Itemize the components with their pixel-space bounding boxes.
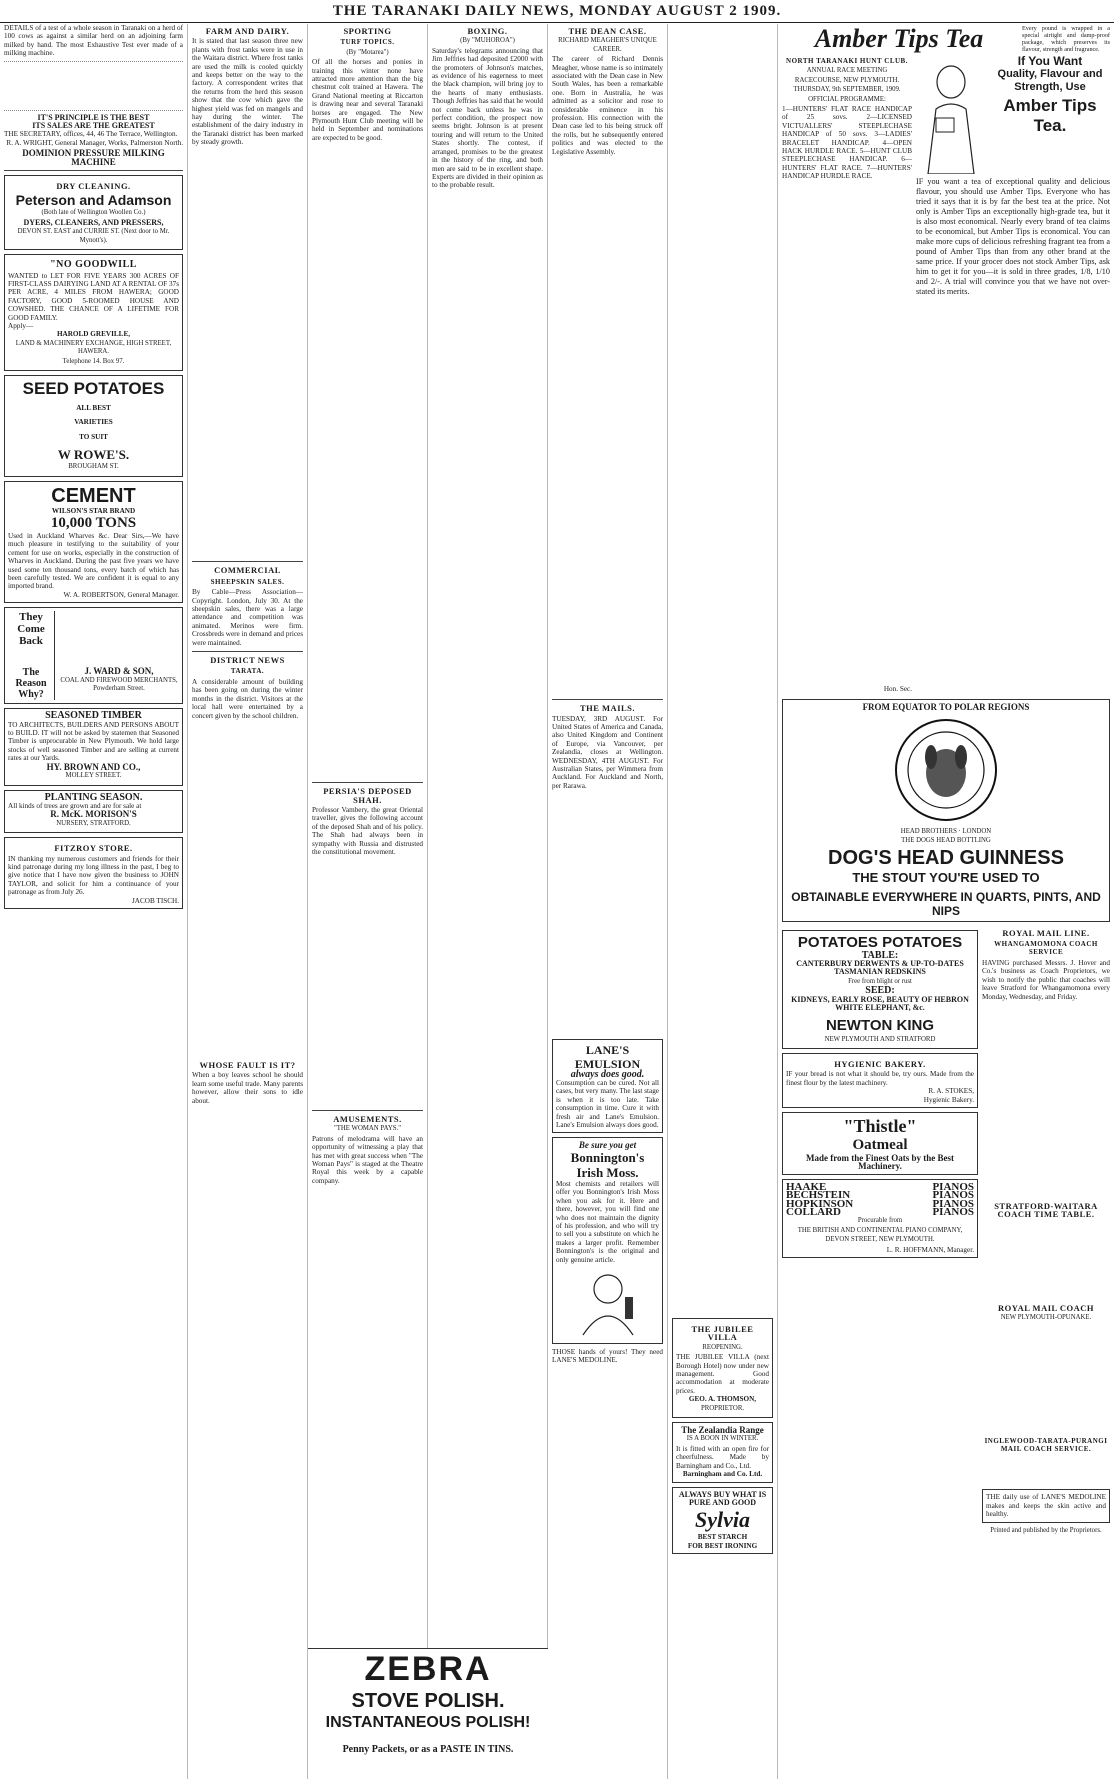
range-ad xyxy=(672,1422,773,1482)
goodwill-ad xyxy=(4,254,183,371)
piano-2: BECHSTEIN xyxy=(786,1189,851,1202)
fitzroy-heading: FITZROY STORE. xyxy=(54,843,133,854)
newton-sub: NEW PLYMOUTH AND STRATFORD xyxy=(824,1035,936,1043)
amber-ad xyxy=(916,54,1110,693)
dean-sub: RICHARD MEAGHER'S UNIQUE CAREER. xyxy=(558,37,657,53)
hunt-race: ANNUAL RACE MEETING xyxy=(806,67,888,75)
cement-sign: W. A. ROBERTSON, General Manager. xyxy=(63,590,179,599)
boxing-byline: (By "MUHOROA") xyxy=(460,37,515,45)
firm-trade: DYERS, CLEANERS, AND PRESSERS, xyxy=(23,217,164,227)
coach-body: HAVING purchased Messrs. J. Hover and Co.'s business as Coach Proprietors, we wish to notify the public that coaches will leave Stratford for Whangamomona every Monday, Wednesday, and Friday. xyxy=(982,958,1110,1001)
piano-co: THE BRITISH AND CONTINENTAL PIANO COMPANY, xyxy=(797,1226,963,1234)
seed-body-right: KIDNEYS, EARLY ROSE, BEAUTY OF HEBRON WHITE ELEPHANT, &c. xyxy=(791,994,969,1013)
bonnington-ad xyxy=(552,1137,663,1343)
amber-lady-illustration xyxy=(916,54,986,174)
piano-word-1: PIANOS xyxy=(932,1180,974,1193)
thistle: "Thistle" xyxy=(843,1115,917,1136)
piano-word-4: PIANOS xyxy=(932,1205,974,1218)
dry-cleaning-heading: DRY CLEANING. xyxy=(56,181,131,192)
hy-brown: HY. BROWN AND CO., xyxy=(46,761,141,772)
hoffmann: L. R. HOFFMANN, Manager. xyxy=(886,1245,974,1254)
range-heading: The Zealandia Range xyxy=(681,1425,764,1436)
planting-heading: PLANTING SEASON. xyxy=(44,791,143,803)
hygienic-body: IF your bread is not what it should be, try ours. Made from the finest flour by the latest machinery. xyxy=(786,1070,974,1087)
lanes-heading: LANE'S EMULSION xyxy=(574,1042,641,1071)
dogshead-logo xyxy=(891,715,1001,825)
goodwill-body: WANTED to LET FOR FIVE YEARS 300 ACRES OF FIRST-CLASS DAIRYING LAND AT A RENTAL OF 37s PER ACRE, 4 MILES FROM HAWERA; GOOD FACTORY, GOOD 5-ROOMED HOUSE AND COWSHED. THE CHANCE OF A LIFETIME FOR GOOD FAMILY. xyxy=(8,271,179,322)
potatoes-heading: POTATOES POTATOES xyxy=(797,933,963,951)
stokes: R. A. STOKES, xyxy=(928,1087,974,1096)
thomson: GEO. A. THOMSON, xyxy=(688,1395,757,1404)
boxing-body: Saturday's telegrams announcing that Jim Jeffries had deposited £2000 with the promoters of Johnson's matches, as evidence of his eagerness to meet the black champion, will bring joy to the hearts of many enthusiasts. Though Jeffries has said that he would not come back unless he was in perfect condition, the prospect now seems bright. Johnson is at present touring and will return to the United States shortly. The contest, if arranged, promises to be the greatest in the history of the ring, and both men are said to be in excellent shape. Experts are divided in their opinion as to the probable result. xyxy=(432,46,543,190)
turf-byline: (By "Motarea") xyxy=(346,48,389,56)
table-heading: TABLE: xyxy=(861,949,899,961)
bonnington-illustration xyxy=(563,1267,653,1337)
cement-sub: WILSON'S STAR BRAND xyxy=(51,506,136,515)
masthead: THE TARANAKI DAILY NEWS, MONDAY AUGUST 2 1909. xyxy=(0,0,1114,23)
table-body: CANTERBURY DERWENTS & UP-TO-DATES TASMANIAN REDSKINS xyxy=(796,959,964,977)
timber-body: TO ARCHITECTS, BUILDERS AND PERSONS ABOUT to BUILD. IT will not be asked by statemen that Seasoned Timber is unprocurable in New Plymouth. We hold large stocks of well seasoned Timber and are selling at current rates at our Yards. xyxy=(8,720,179,763)
range-body: It is fitted with an open fire for cheerfulness. Made by Barningham and Co., Ltd. xyxy=(676,1444,769,1470)
mails-heading: THE MAILS. xyxy=(579,703,636,714)
amber-note: Every pound is wrapped in a special airtight and damp-proof package, which preserves its flavour, strength and fragrance. xyxy=(1022,25,1110,53)
come-back: They Come Back xyxy=(17,611,45,648)
dogshead: DOG'S HEAD GUINNESS xyxy=(828,846,1064,869)
fault-heading: WHOSE FAULT IS IT? xyxy=(199,1059,296,1070)
dogshead-bottling: THE DOGS HEAD BOTTLING xyxy=(901,837,991,845)
planting-body: All kinds of trees are grown and are for sale at xyxy=(8,801,142,810)
farm-heading: FARM AND DAIRY. xyxy=(205,26,290,36)
jubilee-sub: REOPENING. xyxy=(702,1343,743,1351)
zebra-sub: STOVE POLISH. xyxy=(351,1690,505,1712)
cement-body: Used in Auckland Wharves &c. Dear Sirs,—We have much pleasure in testifying to the suitability of your cement for use on works, especially in the construction of Wharves in Auckland. During the past five years we have used some ten thousand tons, every batch of which has been carefully tested. We are confident it is equal to any imported brand. xyxy=(8,532,179,591)
fitzroy-body: IN thanking my numerous customers and friends for their kind patronage during my long illness in the past, I beg to give notice that I have now given the business to JOHN TAYLOR, and solicit for him a continuance of your patronage as from July 26. xyxy=(8,854,179,897)
piano-word-2: PIANOS xyxy=(932,1189,974,1202)
amusements-body: Patrons of melodrama will have an opportunity of witnessing a play that has met with great success when "The Woman Pays" is staged at the Theatre Royal this week by a capable company. xyxy=(312,1134,423,1185)
amber-quality: Quality, Flavour and Strength, Use xyxy=(997,68,1103,93)
tarata-heading: TARATA. xyxy=(230,667,265,676)
amber-if: If You Want xyxy=(1017,54,1083,68)
hunt-date: THURSDAY, 9th SEPTEMBER, 1909. xyxy=(793,86,901,94)
free-from: Free from blight or rust xyxy=(848,977,912,985)
mails-body: TUESDAY, 3RD AUGUST. For United States of America and Canada, also United Kingdom and Continent of Europe, via Vancouver, per Zealandia, closes at Wellington. WEDNESDAY, 4TH AUGUST. For Australian States, per Wimmera from Auckland. For Auckland and North, per Rarawa. xyxy=(552,714,663,790)
hunt-club xyxy=(782,54,912,693)
farm-body: It is stated that last season three new plants with frost tanks were in use in the Waitara district. Where frost tanks are used the milk is cooled quickly and keeps better on the way to the factory. A correspondent writes that the returns from the herd this season show that the cow which gave the highest yield was fed on mangels and hay during the winter. The establishment of the dairy industry in the Taranaki district has been marked by steady growth. xyxy=(192,37,303,147)
lanes-emulsion-ad xyxy=(552,1039,663,1134)
cta-sales: ITS SALES ARE THE GREATEST xyxy=(32,121,155,131)
bonnington-body: Most chemists and retailers will offer you Bonnington's Irish Moss when you ask for it. Here and there, however, you will find one who does not maintain the dignity of his profession, and who will try to sell you a substitute on which he makes a larger profit. Remember Bonnington's is the original and only genuine article. xyxy=(556,1179,659,1264)
sylvia-ad xyxy=(672,1487,773,1555)
thistle-ad xyxy=(782,1112,978,1175)
milking-test-text: DETAILS of a test of a whole season in Taranaki on a herd of 100 cows as against a similar herd on an adjoining farm milked by hand. The most Exhaustive Test ever made of a milking machine. xyxy=(4,24,183,58)
bonnington-pre: Be sure you get xyxy=(578,1140,637,1151)
morison: R. McK. MORISON'S xyxy=(50,809,137,820)
column-3 xyxy=(308,24,428,1779)
amber-header xyxy=(782,24,1110,54)
jubilee-body: THE JUBILEE VILLA (next Borough Hotel) now under new management. Good accommodation at moderate prices. xyxy=(676,1353,769,1395)
bonnington-heading: Bonnington's Irish Moss. xyxy=(570,1149,645,1180)
ward-ad xyxy=(4,607,183,704)
potatoes-ad xyxy=(782,930,978,1049)
cta-principle: IT'S PRINCIPLE IS THE BEST xyxy=(37,112,150,122)
secretary-address: THE SECRETARY, offices, 44, 46 The Terrace, Wellington. xyxy=(4,130,178,139)
column-7 xyxy=(778,24,1114,1779)
hunt-venue: RACECOURSE, NEW PLYMOUTH. xyxy=(794,76,900,84)
apply-label: Apply— xyxy=(8,321,34,330)
ward-name: J. WARD & SON, xyxy=(84,666,154,677)
royal-line: ROYAL MAIL LINE. xyxy=(1002,927,1090,938)
hygienic-ad xyxy=(782,1053,978,1108)
column-5 xyxy=(548,24,668,1779)
dry-cleaning-ad xyxy=(4,175,183,250)
cement-tons: 10,000 TONS xyxy=(50,515,137,531)
tarata-body: A considerable amount of building has been going on during the winter months in the district. Visitors at the local hall were entertained by a concert given by the school children. xyxy=(192,677,303,720)
zebra-heading: ZEBRA xyxy=(364,1650,492,1688)
piano-3: HOPKINSON xyxy=(786,1197,854,1210)
boxing-heading: BOXING. xyxy=(467,26,508,36)
sheepskin-heading: SHEEPSKIN SALES. xyxy=(210,577,285,586)
commercial-heading: COMMERCIAL xyxy=(214,565,281,576)
column-6 xyxy=(668,24,778,1779)
seed-heading: SEED POTATOES xyxy=(22,378,165,398)
greville-tel: Telephone 14. Box 97. xyxy=(62,357,125,365)
seed-heading-right: SEED: xyxy=(865,985,895,997)
hunt-program: OFFICIAL PROGRAMME: xyxy=(808,95,886,103)
dean-heading: THE DEAN CASE. xyxy=(568,26,647,36)
dean-body: The career of Richard Dennis Meagher, whose name is so intimately associated with the Dean case in New South Wales, has been a remarkable one. Born in Australia, he was admitted as a solicitor and rose to considerable eminence in his profession. His connection with the Dean case led to his being struck off the rolls, but he subsequently entered politics and was elected to the Legislative Assembly. xyxy=(552,55,663,156)
turf-body: Of all the horses and ponies in training this winter none have attracted more attention than the big chestnut colt trained at Hawera. The Grand National meeting at Riccarton is drawing near and several Taranaki horses are engaged. The New Plymouth Hunt Club meeting will be held in September and nominations are expected to be good. xyxy=(312,58,423,142)
always-pure: ALWAYS BUY WHAT IS PURE AND GOOD xyxy=(678,1489,767,1507)
morison-sub: NURSERY, STRATFORD. xyxy=(56,819,131,827)
fitzroy-ad xyxy=(4,837,183,909)
amber-tips: Amber Tips Tea. xyxy=(1003,96,1097,135)
ward-sub: COAL AND FIREWOOD MERCHANTS, Powderham Street. xyxy=(60,676,178,693)
piano-from: Procurable from xyxy=(857,1217,903,1225)
seed-potatoes-ad xyxy=(4,375,183,477)
district-heading: DISTRICT NEWS xyxy=(210,655,285,666)
seed-line-2: VARIETIES xyxy=(74,418,113,427)
hy-brown-sub: MOLLEY STREET. xyxy=(65,772,122,780)
amber-title: Amber Tips Tea xyxy=(814,24,984,53)
coach-heading: WHANGAMOMONA COACH SERVICE xyxy=(994,940,1098,957)
equator: FROM EQUATOR TO POLAR REGIONS xyxy=(862,702,1030,713)
best-ironing: FOR BEST IRONING xyxy=(687,1541,758,1550)
firm-sub: (Both late of Wellington Woollen Co.) xyxy=(41,209,146,217)
amber-body: IF you want a tea of exceptional quality and delicious flavour, you should use Amber Tips. Everyone who has tried it says that it is by far the best tea at the price. Not only is Amber Tips an exceptionally high-grade tea, but it is also most economical. Nearly every brand of tea claims to be economical, but Amber Tips is economical. You can make more cups of delicious refreshing fragrant tea from a pound of Amber Tips than from any other brand at the same price. If your grocer does not stock Amber Tips, ask him to get it for you—it is sold in three grades, 1/8, 1/10 and 2/-. A trial will convince you that we have not over-stated its merits. xyxy=(916,177,1110,296)
piano-addr: DEVON STREET, NEW PLYMOUTH. xyxy=(825,1236,935,1244)
manager-address: R. A. WRIGHT, General Manager, Works, Palmerston North. xyxy=(6,138,183,147)
dogshead-brand: HEAD BROTHERS · LONDON xyxy=(900,827,992,835)
column-1 xyxy=(0,24,188,1779)
hands-ad: THOSE hands of yours! They need LANE'S MEDOLINE. xyxy=(552,1347,663,1365)
firm-name: Peterson and Adamson xyxy=(15,192,172,209)
sheepskin-body: By Cable—Press Association—Copyright. London, July 30. At the sheepskin sales, there was a large attendance and competition was animated. Merinos were firm. Crossbreds were in demand and prices were maintained. xyxy=(192,588,303,647)
barningham: Barningham and Co. Ltd. xyxy=(682,1470,763,1479)
turf-heading: TURF TOPICS. xyxy=(340,38,395,47)
royal-mail-sub: NEW PLYMOUTH-OPUNAKE. xyxy=(1000,1314,1092,1322)
fitzroy-sign: JACOB TISCH. xyxy=(132,896,179,905)
milking-test-table xyxy=(4,61,183,111)
timber-ad xyxy=(4,708,183,785)
seed-line-3: TO SUIT xyxy=(79,432,108,441)
stokes-sub: Hygienic Bakery. xyxy=(923,1095,974,1104)
piano-4: COLLARD xyxy=(786,1205,842,1218)
fault-body: When a boy leaves school he should learn some useful trade. Many parents however, allow their sons to idle about. xyxy=(192,1071,303,1105)
reason-why: The Reason Why? xyxy=(15,667,47,701)
hunt-secretary: Hon. Sec. xyxy=(883,685,912,694)
hygienic-heading: HYGIENIC BAKERY. xyxy=(834,1058,926,1069)
range-sub: IS A BOON IN WINTER. xyxy=(686,1435,759,1443)
amusements-heading: AMUSEMENTS. xyxy=(333,1114,402,1125)
newton-king: NEWTON KING xyxy=(825,1016,935,1034)
greville-name: HAROLD GREVILLE, xyxy=(56,330,131,339)
hunt-body: 1—HUNTERS' FLAT RACE HANDICAP of 25 sovs. 2—LICENSED VICTUALLERS' STEEPLECHASE HANDICAP of 50 sovs. 3—LADIES' BRACELET HANDICAP. 4—OPEN HACK HURDLE RACE. 5—HUNT CLUB STEEPLECHASE HANDICAP. 6—HUNTERS' FLAT RACE. 7—HUNTERS' HANDICAP HURDLE RACE. xyxy=(782,105,912,181)
stout: THE STOUT YOU'RE USED TO xyxy=(852,869,1040,885)
zebra-foot: Penny Packets, or as a PASTE IN TINS. xyxy=(342,1744,514,1755)
sylvia-logo: Sylvia xyxy=(695,1507,750,1533)
zebra-tag: INSTANTANEOUS POLISH! xyxy=(325,1714,531,1731)
obtainable: OBTAINABLE EVERYWHERE IN QUARTS, PINTS, AND NIPS xyxy=(791,889,1101,918)
stratford-coach: STRATFORD-WAITARA COACH TIME TABLE. xyxy=(994,1200,1098,1220)
cement-heading: CEMENT xyxy=(51,484,136,507)
greville-sub: LAND & MACHINERY EXCHANGE, HIGH STREET, HAWERA. xyxy=(15,339,172,356)
jubilee-heading: THE JUBILEE VILLA xyxy=(691,1324,754,1343)
printer-note: Printed and published by the Proprietors. xyxy=(990,1526,1102,1534)
cement-ad xyxy=(4,481,183,604)
royal-mail-coach: ROYAL MAIL COACH xyxy=(997,1302,1094,1313)
lanes-tagline: always does good. xyxy=(570,1068,645,1080)
inglewood-coach: INGLEWOOD-TARATA-PURANGI MAIL COACH SERVICE. xyxy=(984,1436,1108,1453)
hunt-club-heading: NORTH TARANAKI HUNT CLUB. xyxy=(786,57,908,65)
rowe-address: BROUGHAM ST. xyxy=(68,463,119,471)
planting-ad xyxy=(4,790,183,834)
lanes-body: Consumption can be cured. Not all cases, but very many. The last stage is when it is too late. Take consumption in time. Cure it with fresh air and Lane's Emulsion. Lane's Emulsion always does good. xyxy=(556,1079,659,1130)
oatmeal-made: Made from the Finest Oats by the Best Machinery. xyxy=(805,1152,955,1172)
sporting-heading: SPORTING xyxy=(343,26,392,36)
seed-line-1: ALL BEST xyxy=(76,403,111,412)
persia-heading: PERSIA'S DEPOSED SHAH. xyxy=(323,786,412,805)
amusements-sub: "THE WOMAN PAYS." xyxy=(333,1125,402,1133)
lanes-medoline-ad: THE daily use of LANE'S MEDOLINE makes and keeps the skin active and healthy. xyxy=(982,1489,1110,1522)
zebra-ad xyxy=(308,1648,548,1784)
piano-1: HAAKE xyxy=(786,1180,827,1193)
goodwill-heading: "NO GOODWILL xyxy=(50,259,137,271)
oatmeal: Oatmeal xyxy=(852,1136,908,1153)
piano-ad xyxy=(782,1179,978,1258)
best-starch: BEST STARCH xyxy=(697,1533,748,1542)
piano-word-3: PIANOS xyxy=(932,1197,974,1210)
thomson-sub: PROPRIETOR. xyxy=(700,1404,745,1412)
column-4 xyxy=(428,24,548,1779)
timber-heading: SEASONED TIMBER xyxy=(45,710,142,722)
rowe-name: W ROWE'S. xyxy=(57,447,130,463)
guinness-ad xyxy=(782,699,1110,921)
machine-name: DOMINION PRESSURE MILKING MACHINE xyxy=(22,148,165,167)
jubilee-ad xyxy=(672,1318,773,1418)
persia-body: Professor Vambery, the great Oriental traveller, gives the following account of the deposed Shah and of his policy. The Shah had always been in sympathy with Russia and distrusted the constitutional movement. xyxy=(312,806,423,857)
firm-address: DEVON ST. EAST and CURRIE ST. (Next door to Mr. Mynott's). xyxy=(17,228,170,244)
